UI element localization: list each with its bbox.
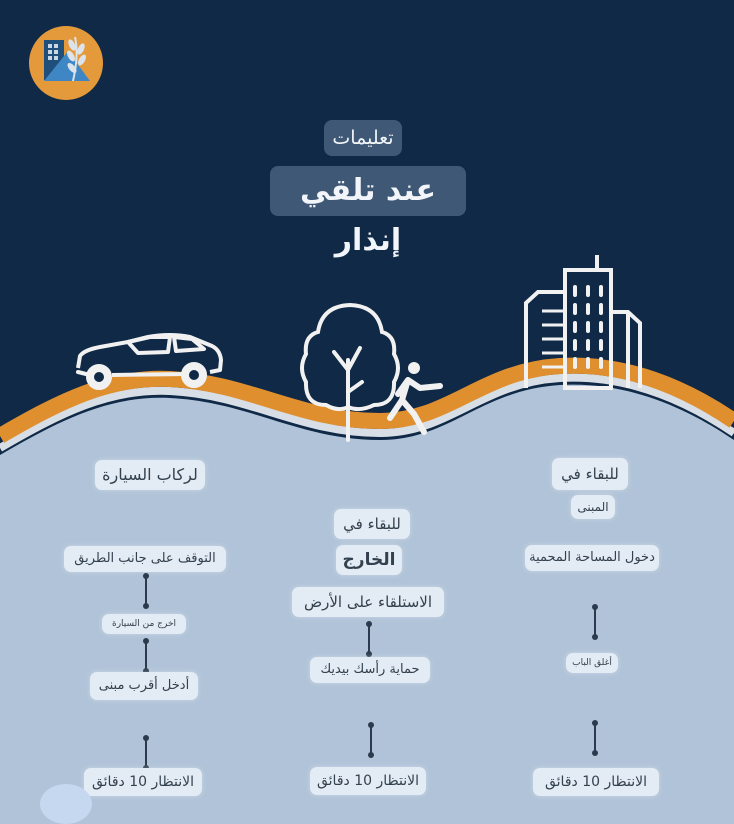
connector <box>145 641 147 671</box>
car-step-3: أدخل أقرب مبنى <box>90 672 198 700</box>
outside-heading-line2: الخارج <box>336 545 402 575</box>
connector <box>594 607 596 637</box>
car-step-4: الانتظار 10 دقائق <box>84 768 202 796</box>
car-step-1: التوقف على جانب الطريق <box>64 546 226 572</box>
instructions-label: تعليمات <box>324 120 402 156</box>
connector <box>370 725 372 755</box>
building-step-3: الانتظار 10 دقائق <box>533 768 659 796</box>
outside-step-3: الانتظار 10 دقائق <box>310 767 426 795</box>
building-step-2: أغلق الباب <box>566 653 618 673</box>
page-title: عند تلقي إنذار <box>270 166 466 216</box>
civil-defense-logo <box>28 25 104 101</box>
outside-heading-line1: للبقاء في <box>334 509 410 539</box>
connector <box>368 624 370 654</box>
connector <box>145 738 147 768</box>
car-column-heading: لركاب السيارة <box>95 460 205 490</box>
outside-step-2: حماية رأسك بيديك <box>310 657 430 683</box>
decorative-blob <box>40 784 92 824</box>
building-heading-line1: للبقاء في <box>552 458 628 490</box>
outside-step-1: الاستلقاء على الأرض <box>292 587 444 617</box>
connector <box>594 723 596 753</box>
car-step-2: اخرج من السيارة <box>102 614 186 634</box>
connector <box>145 576 147 606</box>
building-step-1: دخول المساحة المحمية <box>525 545 659 571</box>
building-heading-line2: المبنى <box>571 495 615 519</box>
